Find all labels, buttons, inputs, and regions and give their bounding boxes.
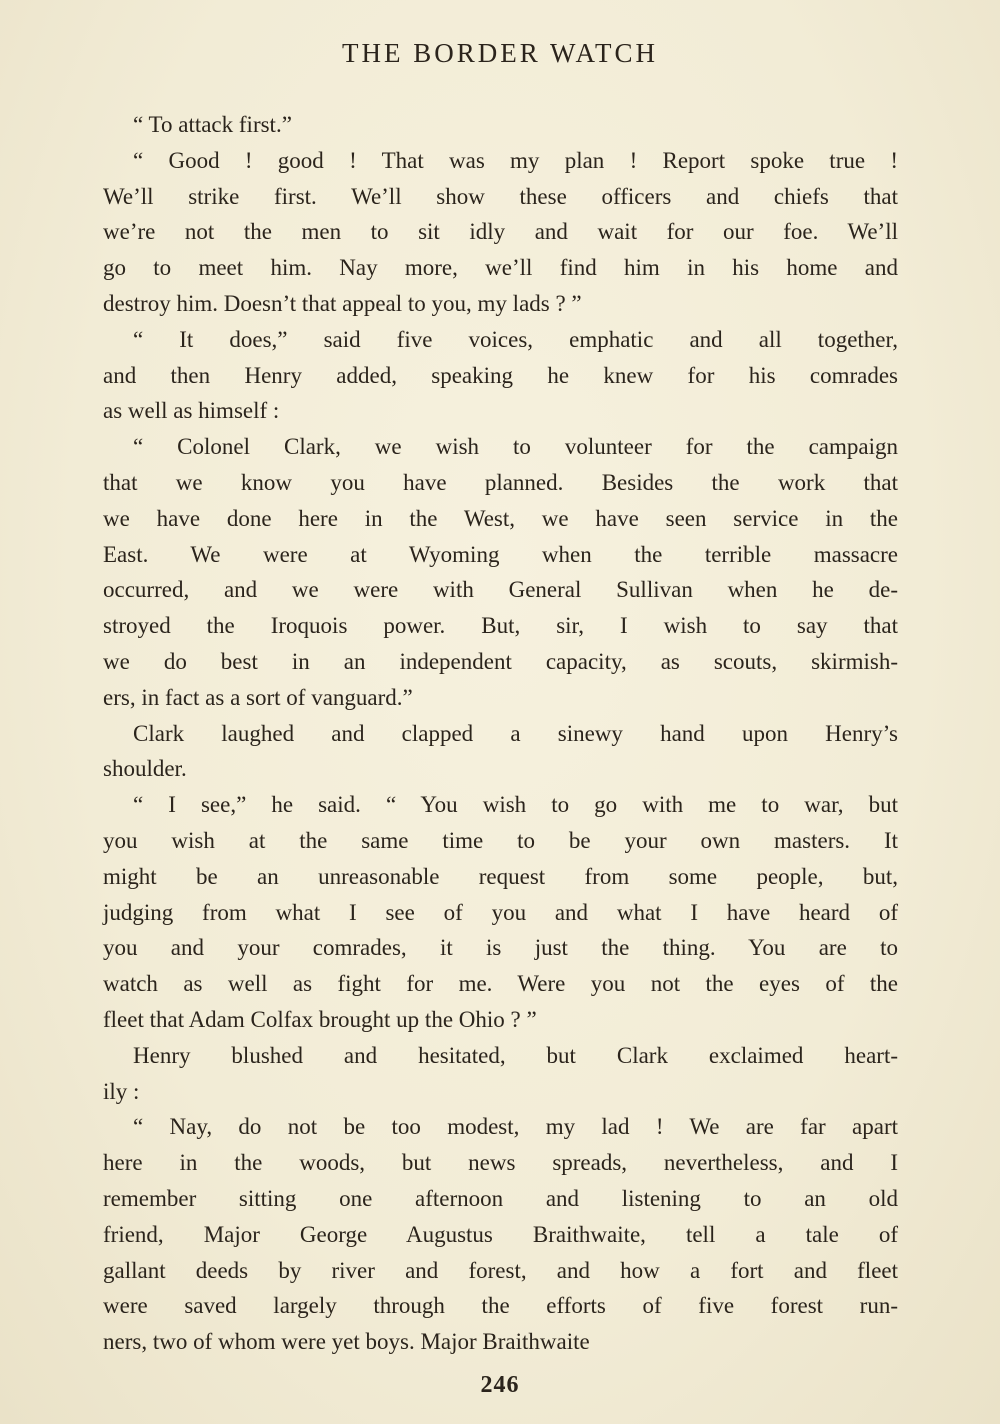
text-line: we do best in an independent capacity, as scouts, skirmish- (103, 648, 898, 674)
text-line: judging from what I see of you and what I have heard of (103, 899, 898, 925)
text-line: you and your comrades, it is just the thing. You are to (103, 935, 898, 961)
text-line: remember sitting one afternoon and listening to an old (103, 1185, 898, 1211)
text-line: “ Colonel Clark, we wish to volunteer for the campaign (133, 434, 898, 460)
text-line: we’re not the men to sit idly and wait for our foe. We’ll (103, 219, 898, 245)
text-line: Henry blushed and hesitated, but Clark exclaimed heart- (133, 1042, 898, 1068)
text-line: go to meet him. Nay more, we’ll find him in his home and (103, 255, 898, 281)
paragraph (103, 143, 898, 322)
text-line: ners, two of whom were yet boys. Major Braithwaite (103, 1329, 590, 1355)
paragraph (103, 429, 898, 715)
text-line: fleet that Adam Colfax brought up the Ohio ? ” (103, 1006, 537, 1032)
text-line: ily : (103, 1078, 140, 1104)
text-line: “ Good ! good ! That was my plan ! Report spoke true ! (133, 147, 898, 173)
page-text (103, 107, 898, 1360)
text-line: might be an unreasonable request from some people, but, (103, 863, 898, 889)
text-line: shoulder. (103, 756, 187, 782)
text-line: “ Nay, do not be too modest, my lad ! We are far apart (133, 1114, 898, 1140)
running-head: THE BORDER WATCH (341, 38, 658, 68)
text-line: Clark laughed and clapped a sinewy hand upon Henry’s (133, 720, 898, 746)
text-line: watch as well as fight for me. Were you not the eyes of the (103, 971, 898, 997)
text-line: destroy him. Doesn’t that appeal to you, my lads ? ” (103, 290, 582, 316)
text-line: we have done here in the West, we have seen service in the (103, 505, 898, 531)
text-line: ers, in fact as a sort of vanguard.” (103, 684, 413, 710)
paragraph (103, 716, 898, 788)
page-number: 246 (480, 1372, 520, 1398)
paragraph (103, 322, 898, 429)
paragraph (103, 1038, 898, 1110)
text-line: as well as himself : (103, 398, 280, 424)
text-line: you wish at the same time to be your own masters. It (103, 827, 898, 853)
text-line: “ It does,” said five voices, emphatic and all together, (133, 326, 898, 352)
text-line: stroyed the Iroquois power. But, sir, I wish to say that (103, 613, 898, 639)
text-line: East. We were at Wyoming when the terrible massacre (103, 541, 898, 567)
text-line: here in the woods, but news spreads, nevertheless, and I (103, 1150, 898, 1176)
text-line: were saved largely through the efforts of five forest run- (103, 1293, 898, 1319)
text-line: “ To attack first.” (133, 112, 292, 137)
text-line: “ I see,” he said. “ You wish to go with me to war, but (133, 792, 898, 818)
text-line: and then Henry added, speaking he knew for his comrades (103, 362, 898, 388)
paragraph (103, 107, 898, 143)
paragraph (103, 1109, 898, 1360)
text-line: We’ll strike first. We’ll show these officers and chiefs that (103, 183, 898, 209)
text-line: occurred, and we were with General Sullivan when he de- (103, 577, 898, 603)
text-line: friend, Major George Augustus Braithwaite, tell a tale of (103, 1221, 898, 1247)
text-line: gallant deeds by river and forest, and how a fort and fleet (103, 1257, 898, 1283)
text-line: that we know you have planned. Besides the work that (103, 469, 898, 495)
paragraph (103, 787, 898, 1038)
